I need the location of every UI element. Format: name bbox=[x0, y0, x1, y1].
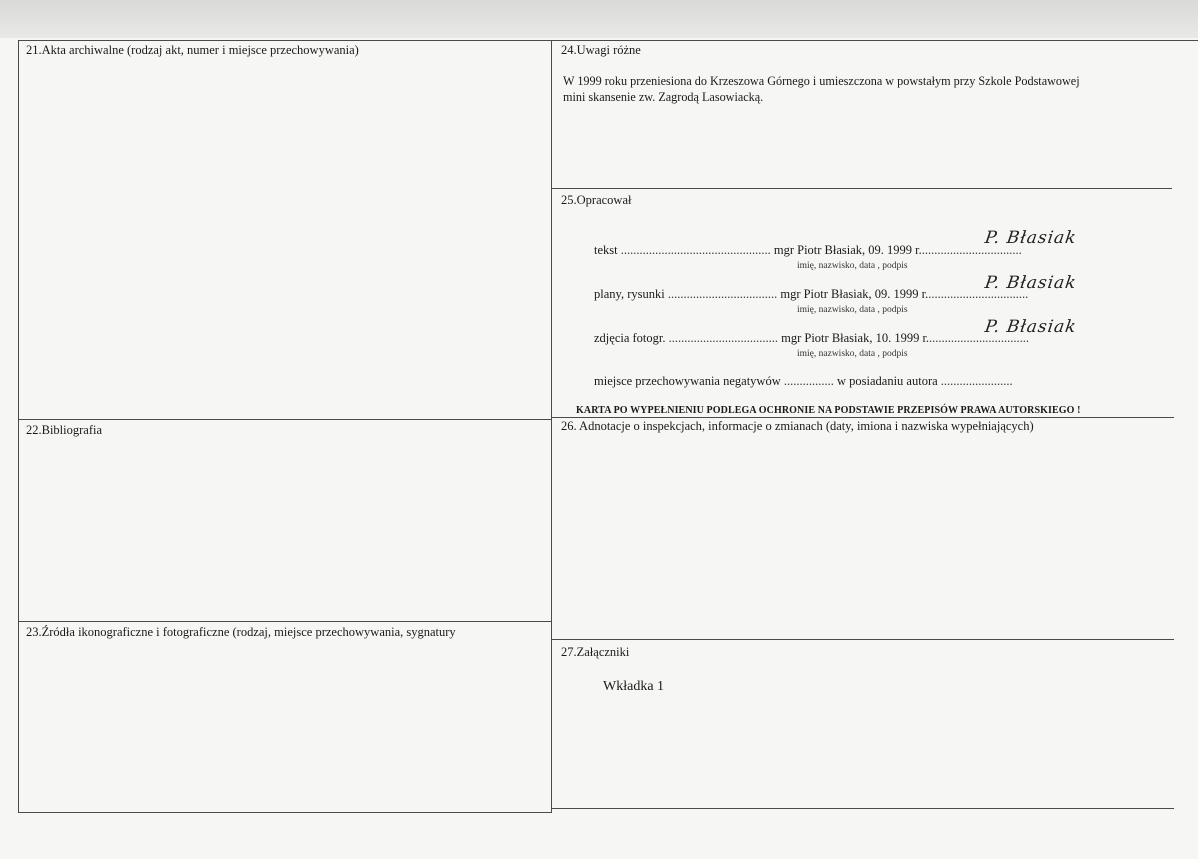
section-23-label: 23.Źródła ikonograficzne i fotograficzne (rodzaj, miejsce przechowywania, sygnatury bbox=[26, 625, 456, 639]
negatives-label: miejsce przechowywania negatywów bbox=[594, 374, 781, 388]
frame-top-line bbox=[18, 40, 1198, 41]
negatives-row bbox=[594, 374, 1013, 389]
signature-text-row: P. Błasiak bbox=[983, 228, 1078, 248]
divider-left-22-23 bbox=[18, 621, 552, 622]
column-divider bbox=[551, 40, 552, 813]
photos-row-label: zdjęcia fotogr. bbox=[594, 331, 666, 345]
section-24-text-line1: W 1999 roku przeniesiona do Krzeszowa Górnego i umieszczona w powstałym przy Szkole Podstawowej bbox=[563, 74, 1080, 88]
signature-photos-row: P. Błasiak bbox=[983, 317, 1078, 337]
author-row-dots: ................................................ bbox=[620, 243, 771, 257]
author-row-value: mgr Piotr Błasiak, 09. 1999 r. bbox=[773, 243, 922, 257]
copyright-warning: KARTA PO WYPEŁNIENIU PODLEGA OCHRONIE NA PODSTAWIE PRZEPISÓW PRAWA AUTORSKIEGO ! bbox=[576, 405, 1081, 416]
photos-row-value: mgr Piotr Błasiak, 10. 1999 r. bbox=[781, 331, 930, 345]
author-row-text bbox=[594, 243, 1022, 258]
negatives-dots: ................ bbox=[783, 374, 834, 388]
photos-row-sublabel: imię, nazwisko, data , podpis bbox=[797, 349, 908, 359]
negatives-value: w posiadaniu autora bbox=[836, 374, 938, 388]
frame-left-line bbox=[18, 40, 19, 813]
section-25-label: 25.Opracował bbox=[561, 193, 632, 207]
divider-left-21-22 bbox=[18, 419, 552, 420]
frame-bottom-left-line bbox=[18, 812, 552, 813]
signature-drawings-row: P. Błasiak bbox=[983, 273, 1078, 293]
drawings-row-dots: ................................... bbox=[667, 287, 778, 301]
section-24-text-line2: mini skansenie zw. Zagrodą Lasowiacką. bbox=[563, 90, 764, 104]
section-21-label: 21.Akta archiwalne (rodzaj akt, numer i miejsce przechowywania) bbox=[26, 43, 359, 57]
author-row-sublabel: imię, nazwisko, data , podpis bbox=[797, 261, 908, 271]
divider-24-25 bbox=[552, 188, 1172, 189]
scan-top-edge bbox=[0, 0, 1198, 38]
photos-row-trailing-dots: ................................ bbox=[929, 331, 1030, 345]
divider-right-26-27 bbox=[552, 639, 1174, 640]
author-row-label: tekst bbox=[594, 243, 618, 257]
drawings-row-value: mgr Piotr Błasiak, 09. 1999 r. bbox=[780, 287, 929, 301]
drawings-row-sublabel: imię, nazwisko, data , podpis bbox=[797, 305, 908, 315]
negatives-trailing-dots: ....................... bbox=[940, 374, 1013, 388]
section-26-label: 26. Adnotacje o inspekcjach, informacje o zmianach (daty, imiona i nazwiska wypełniających) bbox=[561, 419, 1034, 433]
drawings-row-text bbox=[594, 287, 1028, 302]
section-27-label: 27.Załączniki bbox=[561, 645, 630, 659]
author-row-trailing-dots: ................................ bbox=[921, 243, 1022, 257]
divider-right-25-26 bbox=[552, 417, 1174, 418]
section-24-label: 24.Uwagi różne bbox=[561, 43, 641, 57]
drawings-row-trailing-dots: ................................ bbox=[928, 287, 1029, 301]
photos-row-text bbox=[594, 331, 1029, 346]
photos-row-dots: ................................... bbox=[668, 331, 778, 345]
document-sheet bbox=[0, 38, 1198, 859]
section-22-label: 22.Bibliografia bbox=[26, 423, 103, 437]
frame-bottom-right-line bbox=[552, 808, 1174, 809]
drawings-row-label: plany, rysunki bbox=[594, 287, 665, 301]
attachment-item: Wkładka 1 bbox=[603, 679, 665, 694]
